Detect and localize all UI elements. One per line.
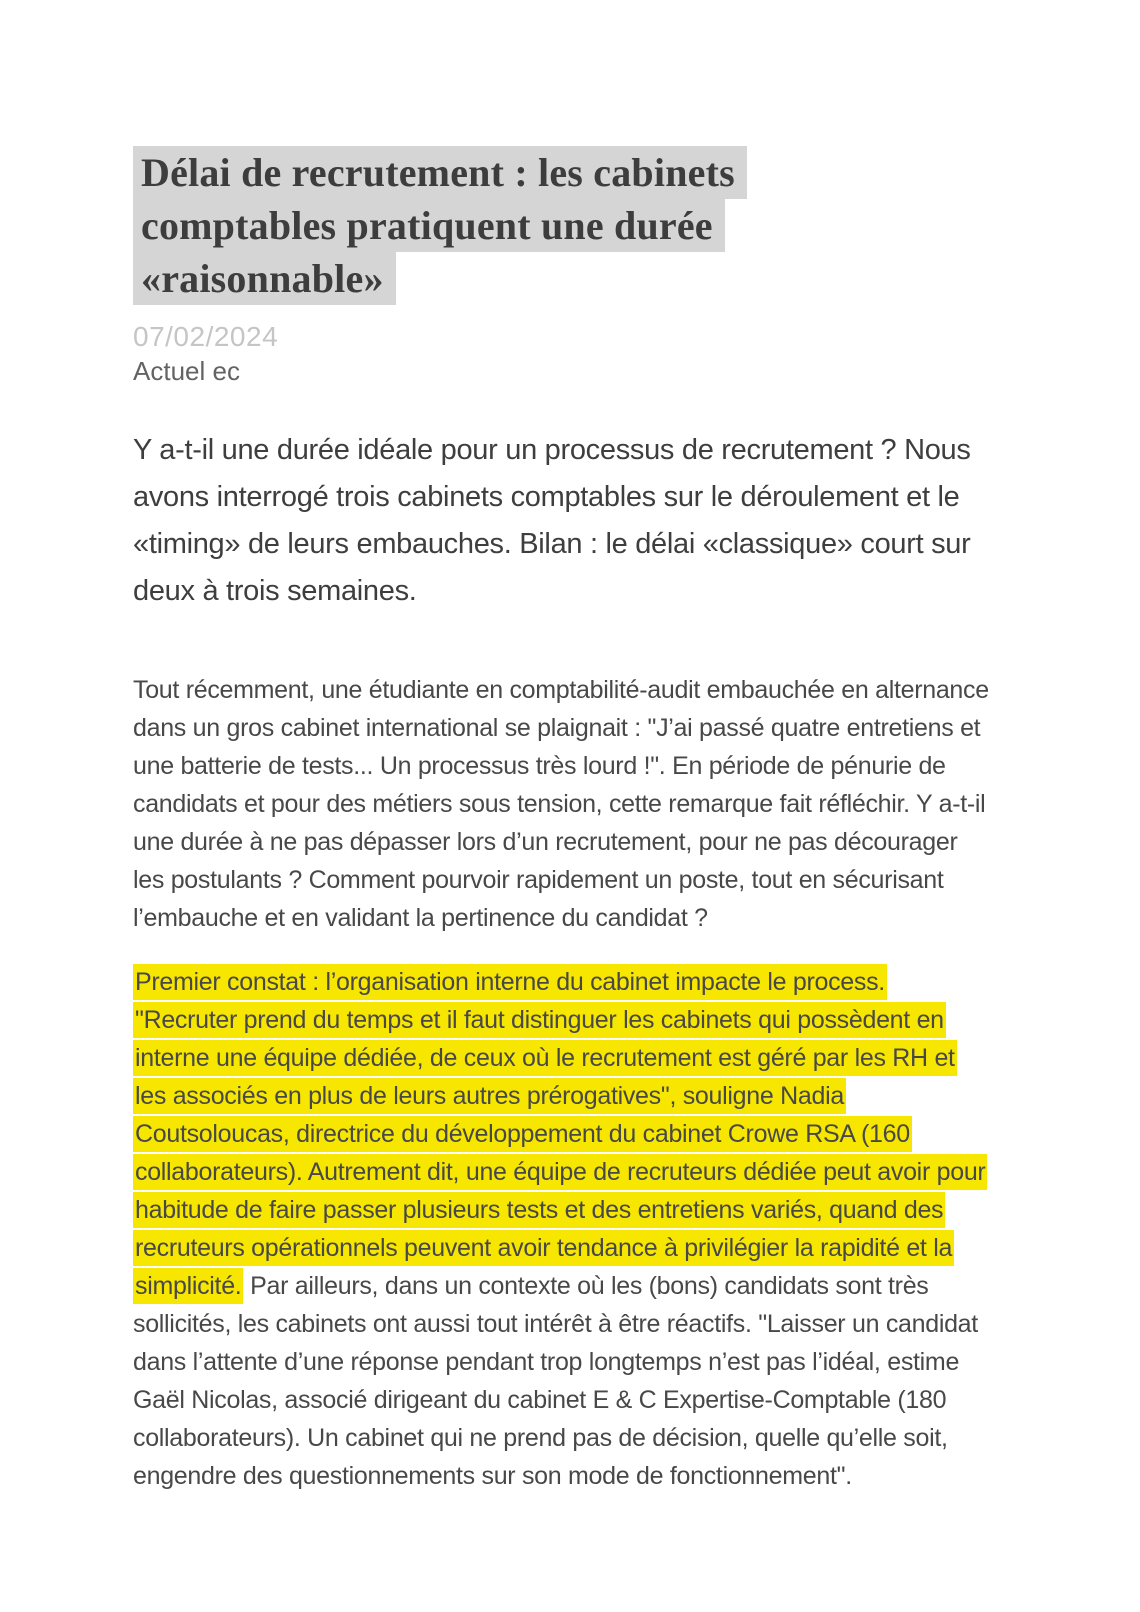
title-line-3: «raisonnable» bbox=[133, 252, 396, 305]
highlighted-text: Premier constat : l’organisation interne du cabinet impacte le process. "Recruter prend du temps et il faut distinguer les cabinets qui possèdent en interne une équipe dédiée, de ceux où le recrutement est géré par les RH et les associés en plus de leurs autres prérogatives", souligne Nadia Coutsoloucas, directrice du développement du cabinet Crowe RSA (160 collaborateurs). Autrement dit, une équipe de recruteurs dédiée peut avoir pour habitude de faire passer plusieurs tests et des entretiens variés, quand des recruteurs opérationnels peuvent avoir tendance à privilégier la rapidité et la simplicité. bbox=[133, 964, 987, 1304]
paragraph-2-continuation: Par ailleurs, dans un contexte où les (bons) candidats sont très sollicités, les cabinets ont aussi tout intérêt à être réactifs. "Laisser un candidat dans l’attente d’une réponse pendant trop longtemps n’est pas l’idéal, estime Gaël Nicolas, associé dirigeant du cabinet E & C Expertise-Comptable (180 collaborateurs). Un cabinet qui ne prend pas de décision, quelle qu’elle soit, engendre des questionnements sur son mode de fonctionnement". bbox=[133, 1272, 978, 1490]
title-line-1: Délai de recrutement : les cabinets bbox=[133, 146, 747, 199]
article-date: 07/02/2024 bbox=[133, 321, 279, 352]
title-line-2: comptables pratiquent une durée bbox=[133, 199, 725, 252]
article-paragraph-2 bbox=[133, 963, 990, 1495]
article-title bbox=[133, 146, 990, 305]
article-source: Actuel ec bbox=[133, 356, 240, 386]
article-lead: Y a-t-il une durée idéale pour un processus de recrutement ? Nous avons interrogé trois cabinets comptables sur le déroulement et le «timing» de leurs embauches. Bilan : le délai «classique» court sur deux à trois semaines. bbox=[133, 434, 971, 607]
article-paragraph-1: Tout récemment, une étudiante en comptabilité-audit embauchée en alternance dans un gros cabinet international se plaignait : "J’ai passé quatre entretiens et une batterie de tests... Un processus très lourd !". En période de pénurie de candidats et pour des métiers sous tension, cette remarque fait réfléchir. Y a-t-il une durée à ne pas dépasser lors d’un recrutement, pour ne pas décourager les postulants ? Comment pourvoir rapidement un poste, tout en sécurisant l’embauche et en validant la pertinence du candidat ? bbox=[133, 676, 989, 932]
